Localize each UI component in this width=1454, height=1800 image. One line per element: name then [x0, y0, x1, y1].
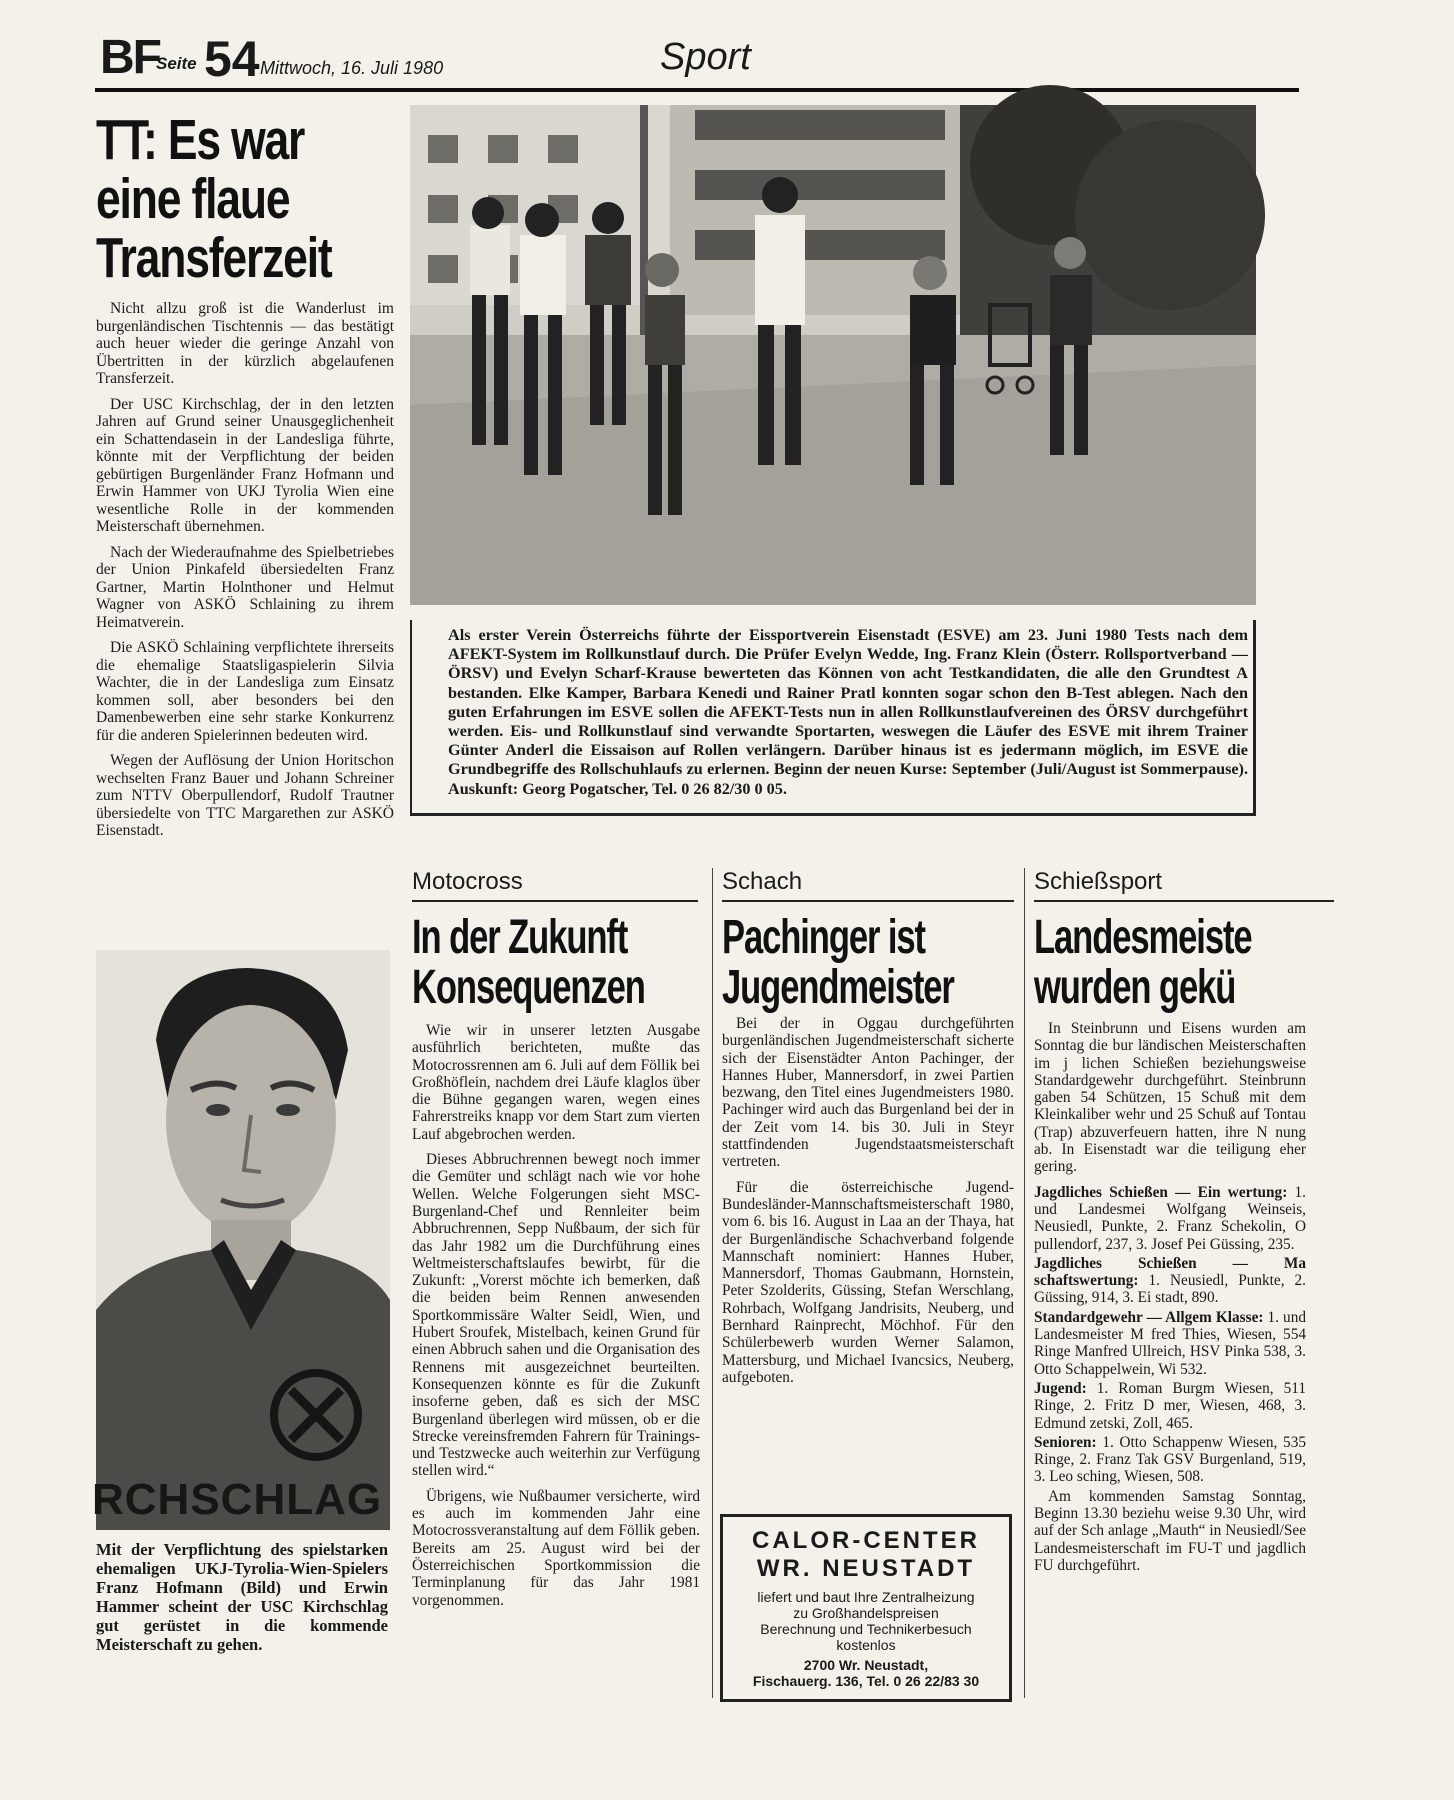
portrait-caption: Mit der Verpflichtung des spielstarken ehemaligen UKJ-Tyrolia-Wien-Spielers Franz Hofmann (Bild) und Erwin Hammer scheint der USC Kirchschlag gut gerüstet in die kommende Meisterschaft zu gehen.	[96, 1540, 388, 1654]
schiess-result-text: 1. und Landesmeister M fred Thies, Wiesen, 554 Ringe Manfred Ullreich, HSV Pinka 538, 3. Otto Schappelwein, Wi 532.	[1034, 1308, 1306, 1378]
tt-headline-line-2: eine flaue	[96, 167, 290, 231]
portrait-photo	[92, 950, 390, 1530]
schach-headline-line-1: Pachinger ist	[722, 911, 925, 964]
ad-title-line-2: WR. NEUSTADT	[756, 1555, 976, 1582]
schiess-result-title: Standardgewehr — Allgem Klasse:	[1034, 1308, 1264, 1326]
schiess-result-text: 1. Neusiedl, Punkte, 2. Güssing, 914, 3. Ei stadt, 890.	[1034, 1272, 1306, 1307]
schiess-result	[1034, 1184, 1306, 1253]
tt-paragraph: Die ASKÖ Schlaining verpflichtete ihrerseits die ehemalige Staatsligaspielerin Silvia Wachter, die in der Landesliga zum Einsatz kommen soll, aber besonders bei den Damenbewerben eine sehr starke Konkurrenz für die anderen Spielerinnen bedeuten wird.	[96, 639, 394, 744]
roller-skating-photo	[410, 105, 1256, 605]
motocross-body	[412, 1022, 700, 1617]
schiess-result-text: 1. und Landesmei Wolfgang Weinseis, Neusiedl, Punkte, 2. Franz Schekolin, O pullendorf, 237, 3. Josef Pei Güssing, 235.	[1034, 1183, 1307, 1253]
tt-headline-line-3: Transferzeit	[96, 226, 332, 290]
tt-headline-line-1: TT: Es war	[96, 108, 305, 172]
tt-paragraph: Nicht allzu groß ist die Wanderlust im burgenländischen Tischtennis — das bestätigt auch heuer wieder die geringe Anzahl von Übertritten in der kürzlich abgelaufenen Transferzeit.	[96, 300, 394, 387]
calor-center-ad	[720, 1514, 1012, 1702]
tt-paragraph: Nach der Wiederaufnahme des Spielbetriebes der Union Pinkafeld übersiedelten Franz Gartner, Martin Holnthoner und Helmut Wagner von ASKÖ Schlaining zu ihrem Heimatverein.	[96, 543, 394, 631]
schiess-headline	[1034, 911, 1454, 1014]
schiess-result-text: 1. Otto Schappenw Wiesen, 535 Ringe, 2. Franz Tak GSV Burgenland, 519, 3. Leo sching, Wiesen, 508.	[1034, 1433, 1307, 1486]
newspaper-logo: BF	[100, 31, 160, 84]
schiess-result-title: Jagdliches Schießen — Ma schaftswertung:	[1034, 1254, 1306, 1290]
tt-headline	[96, 108, 416, 290]
motocross-paragraph: Wie wir in unserer letzten Ausgabe ausführlich berichteten, mußte das Motocrossrennen am 6. Juli auf dem Föllik bei Großhöflein, nachdem drei Läufe klaglos über die Bühne gegangen waren, wegen eines Fahrerstreiks knapp vor dem Start zum vierten Lauf abgebrochen werden.	[412, 1022, 700, 1143]
schiess-kicker: Schießsport	[1034, 868, 1334, 902]
schach-body	[722, 1015, 1014, 1394]
schiess-result	[1034, 1309, 1306, 1378]
header-rule	[95, 88, 1299, 92]
column-divider	[1024, 868, 1025, 1698]
ad-title-line-1: CALOR-CENTER	[752, 1527, 980, 1554]
schiess-outro: Am kommenden Samstag Sonntag, Beginn 13.30 beziehu weise 9.30 Uhr, wird auf der Sch anlage „Mauth“ in Neusiedl/See Landesmeisterschaft im FU-T und jagdlich FU durchgeführt.	[1034, 1487, 1306, 1574]
ad-text-line-5: Berechnung und Technikerbesuch	[760, 1621, 972, 1637]
motocross-kicker: Motocross	[412, 868, 698, 902]
tt-paragraph: Wegen der Auflösung der Union Horitschon wechselten Franz Bauer und Johann Schreiner zum NTTV Oberpullendorf, Rudolf Trautner übersiedelte von TTC Margarethen zur ASKÖ Eisenstadt.	[96, 752, 394, 839]
ad-address-line: 2700 Wr. Neustadt,	[803, 1657, 929, 1673]
ad-phone-line: Fischauerg. 136, Tel. 0 26 22/83 30	[752, 1673, 980, 1689]
portrait-shirt-text: RCHSCHLAG	[92, 1475, 383, 1524]
motocross-headline-line-1: In der Zukunft	[412, 911, 628, 964]
schiess-result	[1034, 1255, 1306, 1307]
schach-paragraph: Bei der in Oggau durchgeführten burgenländischen Jugendmeisterschaft sicherte sich der Eisenstädter Anton Pachinger, der Hannes Huber, Mannersdorf, in zwei Partien bezwang, den Titel eines Jugendmeisters 1980. Pachinger wird auch das Burgenland bei der in der Zeit vom 14. bis 30. Juli in Steyr stattfindenden Jugendstaatsmeisterschaft vertreten.	[722, 1015, 1014, 1171]
page-label: Seite	[156, 54, 197, 73]
schiess-result	[1034, 1380, 1306, 1432]
schiess-result-text: 1. Roman Burgm Wiesen, 511 Ringe, 2. Fritz D mer, Wiesen, 468, 3. Edmund zetski, Zoll, 465.	[1034, 1379, 1306, 1432]
photo-caption-text: Als erster Verein Österreichs führte der Eissportverein Eisenstadt (ESVE) am 23. Juni 1980 Tests nach dem AFEKT-System im Rollkunstlauf durch. Die Prüfer Evelyn Wedde, Ing. Franz Klein (Österr. Rollsportverband — ÖRSV) und Evelyn Scharf-Krause bewerteten das Können von acht Testkandidaten, die alle den Grundtest A bestanden. Elke Kamper, Barbara Kenedi und Rainer Pratl konnten sogar schon den B-Test ablegen. Nach den guten Erfahrungen im ESVE sollen die AFEKT-Tests nun in allen Rollkunstlaufvereinen des ÖRSV durchgeführt werden. Eis- und Rollkunstlauf sind verwandte Sportarten, weswegen die Läufer des ESVE mit ihrem Trainer Günter Anderl die Eissaison auf Rollen verlängern. Darüber hinaus ist es jedermann möglich, im ESVE die Grundbegriffe des Rollschuhlaufs zu erlernen. Beginn der neuen Kurse: September (Juli/August ist Sommerpause). Auskunft: Georg Pogatscher, Tel. 0 26 82/30 0 05.	[448, 626, 1248, 798]
motocross-paragraph: Übrigens, wie Nußbaumer versicherte, wird es auch im kommenden Jahr eine Motocrossveranstaltung auf dem Föllik geben. Bereits am 25. August wird bei der Österreichischen Sportkommission die Terminplanung für das Jahr 1981 vorgenommen.	[412, 1487, 700, 1609]
tt-paragraph: Der USC Kirchschlag, der in den letzten Jahren auf Grund seiner Unausgeglichenheit ein Schattendasein in der Landesliga führte, könnte mit der Verpflichtung der beiden gebürtigen Burgenländer Franz Hofmann und Erwin Hammer von UKJ Tyrolia Wien eine wesentliche Rolle in der kommenden Meisterschaft übernehmen.	[96, 395, 394, 535]
schiess-body	[1034, 1020, 1306, 1574]
photo-caption-box	[410, 620, 1256, 816]
ad-text-line-4: zu Großhandelspreisen	[793, 1605, 939, 1621]
motocross-headline-line-2: Konsequenzen	[412, 961, 645, 1014]
schiess-headline-line-2: wurden gekü	[1034, 961, 1236, 1014]
schiess-column	[1034, 868, 1307, 1708]
schiess-headline-line-1: Landesmeiste	[1034, 911, 1252, 964]
portrait-illustration	[96, 950, 390, 1530]
issue-date: Mittwoch, 16. Juli 1980	[260, 58, 444, 78]
column-divider	[712, 868, 713, 1698]
page-number: 54	[204, 31, 260, 87]
schiess-result-title: Jagdliches Schießen — Ein wertung:	[1034, 1183, 1288, 1201]
schiess-result-title: Senioren:	[1034, 1433, 1097, 1451]
schach-kicker: Schach	[722, 868, 1014, 902]
schiess-result	[1034, 1434, 1306, 1486]
tt-body	[96, 300, 394, 848]
section-title: Sport	[660, 36, 751, 78]
ad-text-line-6: kostenlos	[836, 1637, 896, 1653]
schach-headline-line-2: Jugendmeister	[722, 961, 954, 1014]
schach-headline	[722, 911, 1018, 1014]
roller-skating-illustration	[410, 105, 1256, 605]
schach-paragraph: Für die österreichische Jugend-Bundesländer-Mannschaftsmeisterschaft 1980, vom 6. bis 16. August in Laa an der Thaya, hat der Burgenländische Schachverband folgende Mannschaft nominiert: Hannes Huber, Mannersdorf, Thomas Gaubmann, Hornstein, Peter Szolderits, Güssing, Stefan Werschlang, Rohrbach, Wolfgang Jandrisits, Neuberg, und Bernhard Rainprecht, Möchhof. Für den Schülerbewerb wurden Werner Salamon, Mattersburg, und Michael Ivancsics, Neuberg, aufgeboten.	[722, 1178, 1014, 1386]
schiess-intro: In Steinbrunn und Eisens wurden am Sonntag die bur ländischen Meisterschaften im j lichen Schießen beziehungsweise Standardgewehr durchgeführt. Steinbrunn gaben 54 Schützen, 15 Schuß mit dem Kleinkaliber wehr und 25 Schuß auf Tontau (Trap) abzuverfeuern hatten, ihre N nung ab. In Eisenstadt war die teiligung eher gering.	[1034, 1020, 1306, 1176]
motocross-paragraph: Dieses Abbruchrennen bewegt noch immer die Gemüter und schlägt nach wie vor hohe Wellen. Welche Folgerungen sieht MSC-Burgenland-Chef und Rennleiter beim Abbruchrennen, Sepp Nußbaum, der sich für das Jahr 1982 um die Durchführung eines Weltmeisterschaftslaufes bewirbt, für die Zukunft: „Vorerst möchte ich bemerken, daß die beiden beim Rennen anwesenden Sportkommissäre Walter Seidl, Wien, und Hubert Sroufek, Mistelbach, keinen Grund für einen Abbruch sahen und die Organisation des Rennens mit ausgezeichnet beurteilten. Konsequenzen könnte es für die Zukunft insoferne geben, daß es sich der MSC Burgenland überlegen wird müssen, ob er die Strecke vereinsfremden Fahrern für Trainings- und Testzwecke auch weiterhin zur Verfügung stellen wird.“	[412, 1151, 700, 1480]
schiess-result-title: Jugend:	[1034, 1379, 1087, 1397]
motocross-headline	[412, 911, 702, 1014]
ad-text-line-3: liefert und baut Ihre Zentralheizung	[757, 1589, 975, 1605]
